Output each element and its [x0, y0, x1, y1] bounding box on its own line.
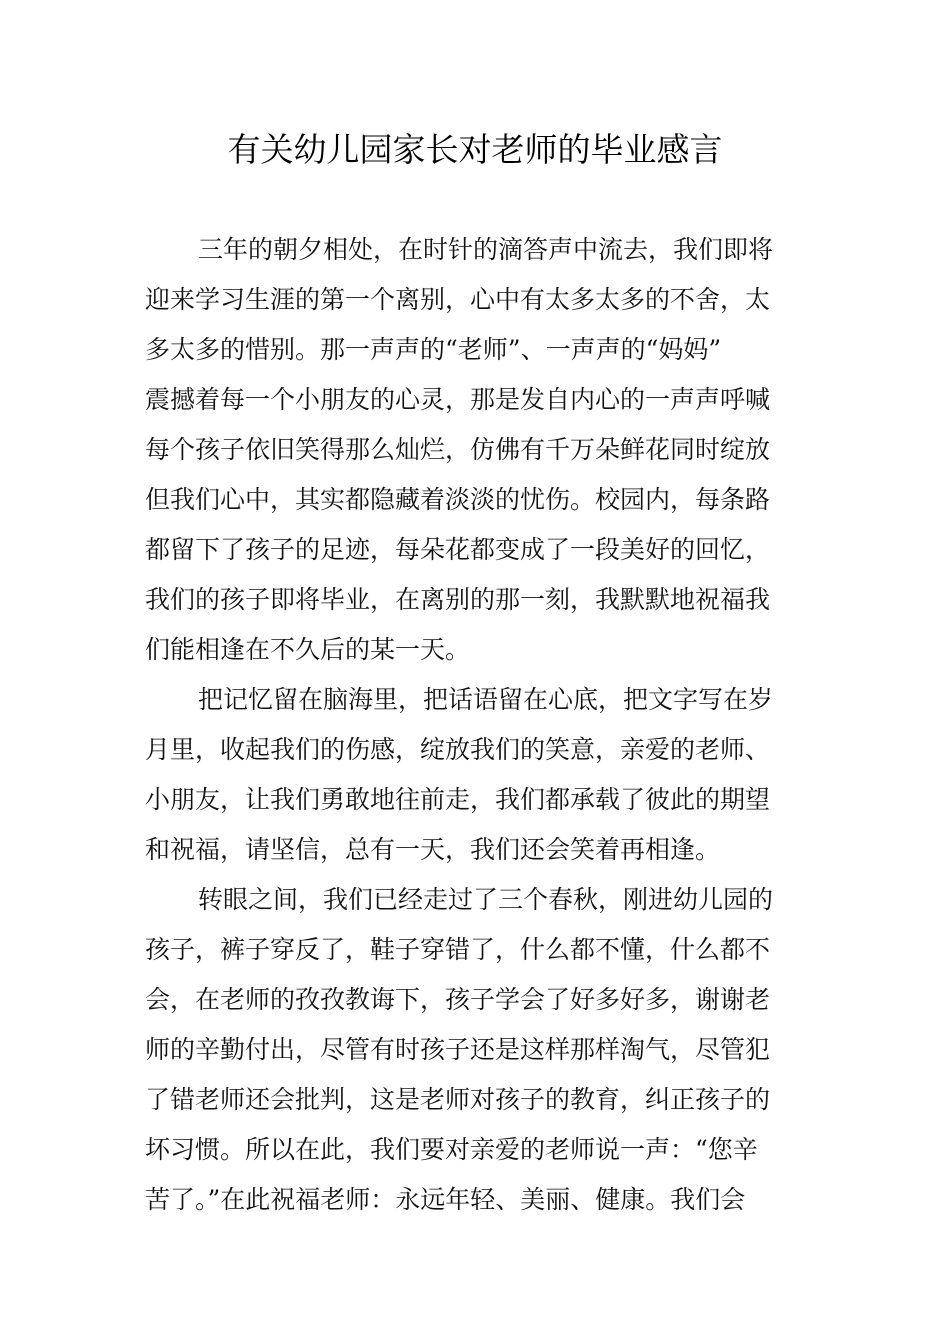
paragraph-line: 迎来学习生涯的第一个离别，心中有太多太多的不舍，太 — [145, 285, 771, 314]
paragraph — [145, 225, 810, 675]
paragraph-line: 坏习惯。所以在此，我们要对亲爱的老师说一声：“您辛 — [145, 1135, 758, 1164]
paragraph — [145, 675, 810, 875]
paragraph-line: 会，在老师的孜孜教诲下，孩子学会了好多好多，谢谢老 — [145, 985, 771, 1014]
paragraph-line: 都留下了孩子的足迹，每朵花都变成了一段美好的回忆， — [145, 535, 771, 564]
paragraph-line: 多太多的惜别。那一声声的“老师”、一声声的“妈妈” — [145, 335, 722, 364]
paragraph-line: 我们的孩子即将毕业，在离别的那一刻，我默默地祝福我 — [145, 585, 771, 614]
paragraph-line: 但我们心中，其实都隐藏着淡淡的忧伤。校园内，每条路 — [145, 485, 771, 514]
document-title: 有关幼儿园家长对老师的毕业感言 — [227, 130, 723, 169]
paragraph — [145, 875, 810, 1225]
paragraph-line: 月里，收起我们的伤感，绽放我们的笑意，亲爱的老师、 — [145, 735, 771, 764]
paragraph-line: 震撼着每一个小朋友的心灵，那是发自内心的一声声呼喊 — [145, 385, 771, 414]
document-body — [145, 225, 810, 1225]
paragraph-line: 每个孩子依旧笑得那么灿烂，仿佛有千万朵鲜花同时绽放 — [145, 435, 771, 464]
paragraph-line: 了错老师还会批判，这是老师对孩子的教育，纠正孩子的 — [145, 1085, 771, 1114]
paragraph-line: 小朋友，让我们勇敢地往前走，我们都承载了彼此的期望 — [145, 785, 771, 814]
paragraph-line: 苦了。”在此祝福老师：永远年轻、美丽、健康。我们会 — [145, 1185, 746, 1214]
paragraph-line: 和祝福，请坚信，总有一天，我们还会笑着再相逢。 — [145, 835, 721, 864]
paragraph-line: 孩子，裤子穿反了，鞋子穿错了，什么都不懂，什么都不 — [145, 935, 771, 964]
paragraph-line: 三年的朝夕相处，在时针的滴答声中流去，我们即将 — [198, 235, 774, 264]
paragraph-line: 转眼之间，我们已经走过了三个春秋，刚进幼儿园的 — [198, 885, 774, 914]
paragraph-line: 们能相逢在不久后的某一天。 — [145, 635, 471, 664]
paragraph-line: 把记忆留在脑海里，把话语留在心底，把文字写在岁 — [198, 685, 774, 714]
paragraph-line: 师的辛勤付出，尽管有时孩子还是这样那样淘气，尽管犯 — [145, 1035, 771, 1064]
